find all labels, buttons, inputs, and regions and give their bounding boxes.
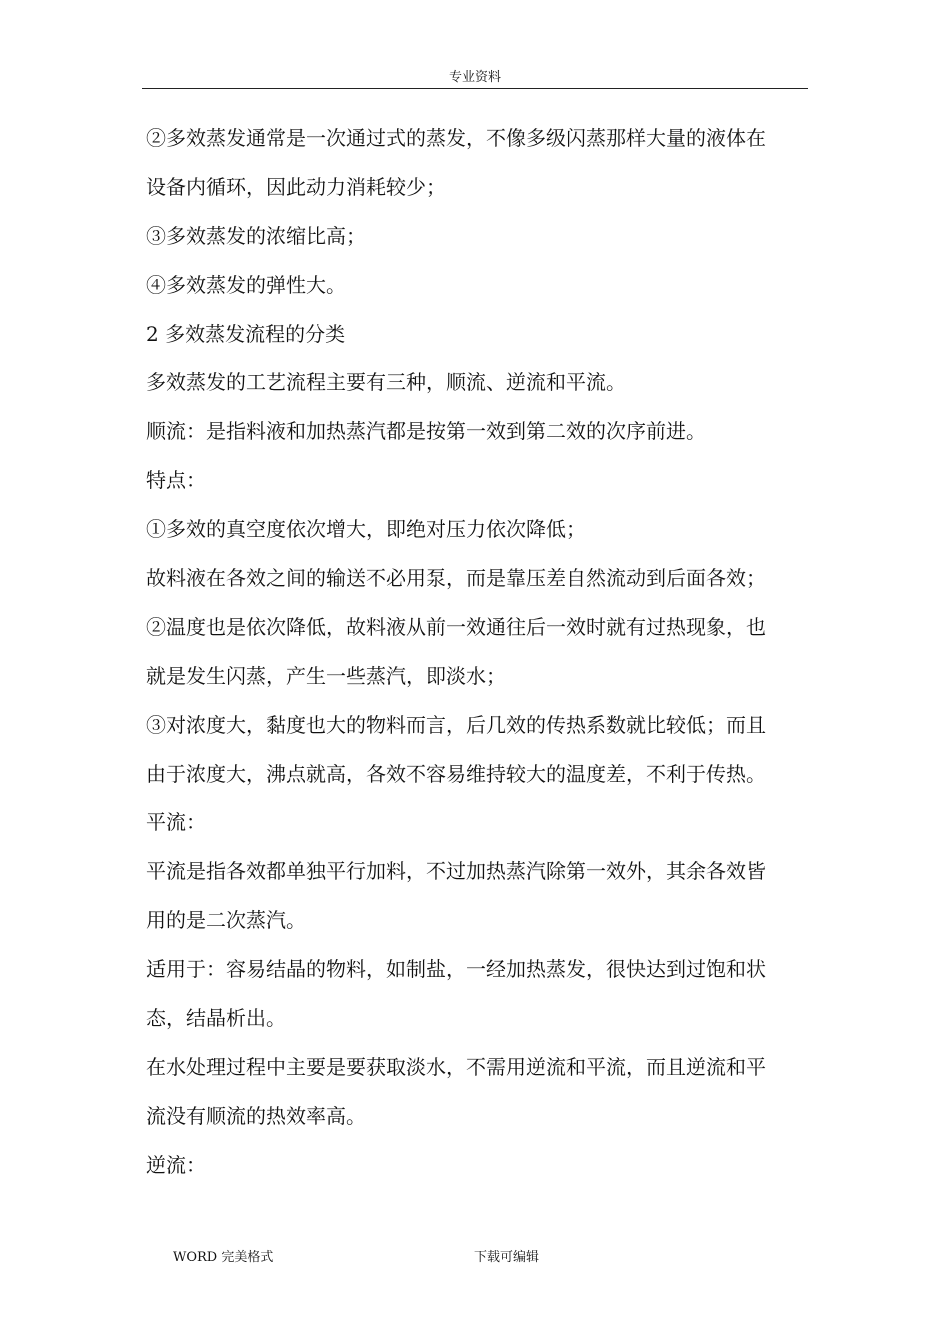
footer-right-text: 下载可编辑 xyxy=(474,1250,540,1265)
header-divider xyxy=(142,88,808,89)
document-body xyxy=(146,114,810,1190)
body-line: 顺流：是指料液和加热蒸汽都是按第一效到第二效的次序前进。 xyxy=(146,419,706,444)
body-line: 设备内循环，因此动力消耗较少； xyxy=(146,174,446,199)
body-line: 流没有顺流的热效率高。 xyxy=(146,1103,366,1128)
body-line: ②温度也是依次降低，故料液从前一效通往后一效时就有过热现象，也 xyxy=(146,614,766,639)
footer-left-text: WORD 完美格式 xyxy=(173,1250,274,1265)
body-line: 特点： xyxy=(146,468,206,493)
body-line: ③多效蒸发的浓缩比高； xyxy=(146,223,366,248)
body-line: 逆流： xyxy=(146,1152,206,1177)
body-line: 态，结晶析出。 xyxy=(146,1006,286,1031)
body-line: 多效蒸发的工艺流程主要有三种，顺流、逆流和平流。 xyxy=(146,370,626,395)
body-line: 在水处理过程中主要是要获取淡水，不需用逆流和平流，而且逆流和平 xyxy=(146,1054,766,1079)
body-line: 平流： xyxy=(146,810,206,835)
body-line: 平流是指各效都单独平行加料，不过加热蒸汽除第一效外，其余各效皆 xyxy=(146,859,766,884)
body-line: ②多效蒸发通常是一次通过式的蒸发，不像多级闪蒸那样大量的液体在 xyxy=(146,126,766,150)
body-line: ①多效的真空度依次增大，即绝对压力依次降低； xyxy=(146,517,586,542)
body-line: 适用于：容易结晶的物料，如制盐，一经加热蒸发，很快达到过饱和状 xyxy=(146,957,766,982)
body-line: ④多效蒸发的弹性大。 xyxy=(146,272,346,297)
body-line: 由于浓度大，沸点就高，各效不容易维持较大的温度差，不利于传热。 xyxy=(146,761,766,786)
body-line: 就是发生闪蒸，产生一些蒸汽，即淡水； xyxy=(146,663,506,688)
section-heading: 2 多效蒸发流程的分类 xyxy=(146,321,346,346)
body-line: ③对浓度大，黏度也大的物料而言，后几效的传热系数就比较低；而且 xyxy=(146,712,766,737)
body-line: 故料液在各效之间的输送不必用泵，而是靠压差自然流动到后面各效； xyxy=(146,566,766,591)
body-line: 用的是二次蒸汽。 xyxy=(146,908,306,933)
page-header-title: 专业资料 xyxy=(448,70,501,85)
